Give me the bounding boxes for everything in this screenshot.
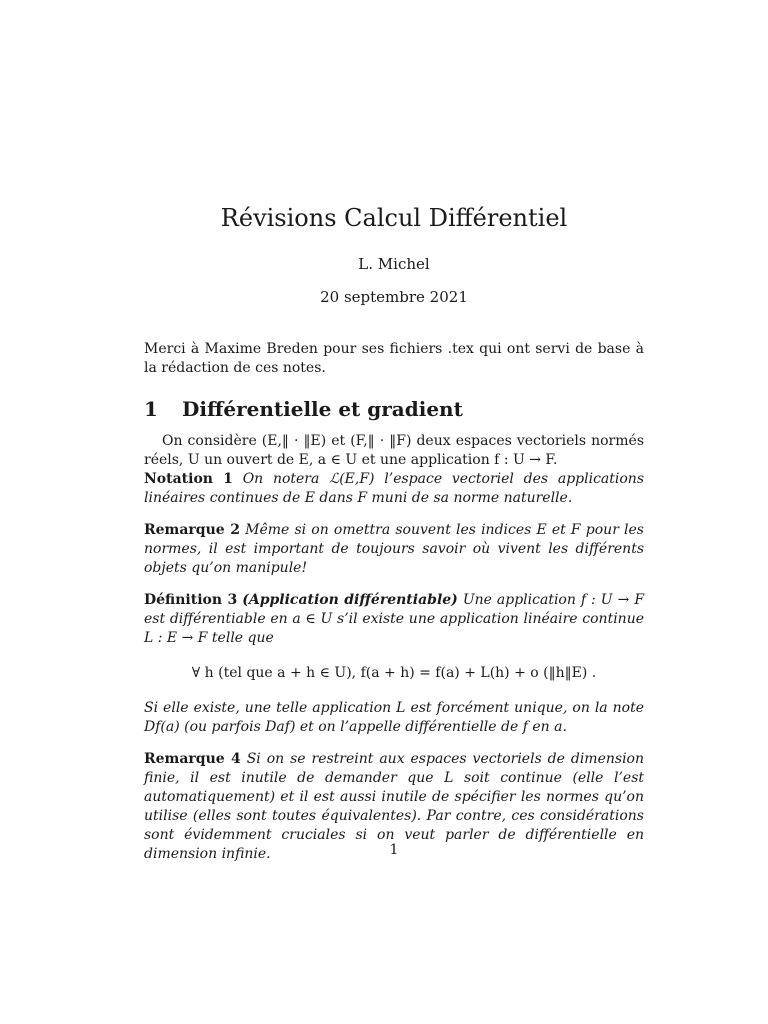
definition-3 [144, 591, 644, 737]
remarque-2-text: Même si on omettra souvent les indices E et F pour les normes, il est important de toujours savoir où vivent les différents objets qu’on manipule! [144, 522, 644, 576]
document-author: L. Michel [358, 255, 430, 273]
section-title: Différentielle et gradient [182, 397, 463, 421]
remarque-4-label: Remarque 4 [144, 751, 241, 767]
intro-paragraph: On considère (E,‖ · ‖E) et (F,‖ · ‖F) deux espaces vectoriels normés réels, U un ouvert de E, a ∈ U et une application f : U → F. [144, 433, 644, 468]
remarque-2 [144, 521, 644, 578]
definition-3-text: Une application f : U → F est différentiable en a ∈ U s’il existe une application linéaire continue L : E → F telle que [144, 592, 645, 646]
notation-1-text: On notera ℒ(E,F) l’espace vectoriel des applications linéaires continues de E dans F muni de sa norme naturelle. [144, 471, 644, 506]
document-date: 20 septembre 2021 [320, 288, 468, 306]
definition-3-heading: (Application différentiable) [242, 592, 458, 608]
notation-1 [144, 470, 644, 508]
definition-3-statement [144, 591, 644, 648]
acknowledgement: Merci à Maxime Breden pour ses fichiers .tex qui ont servi de base à la rédaction de ces notes. [144, 341, 644, 376]
document-title: Révisions Calcul Différentiel [220, 204, 568, 232]
section-heading [144, 396, 644, 422]
remarque-4-text: Si on se restreint aux espaces vectoriels de dimension finie, il est inutile de demander que L soit continue (elle l’est automatiquement) et il est aussi inutile de spécifier les normes qu’on utilise (elles sont toutes équivalentes). Par contre, ces considérations sont évidemment cruciales si on veut parler de différentielle en dimension infinie. [144, 751, 644, 862]
section-number: 1 [144, 397, 158, 421]
document-body [144, 340, 644, 877]
page-number: 1 [389, 842, 399, 858]
definition-3-after: Si elle existe, une telle application L est forcément unique, on la note Df(a) (ou parfois Daf) et on l’appelle différentielle de f en a. [144, 700, 644, 735]
notation-1-label: Notation 1 [144, 471, 233, 487]
definition-3-label: Définition 3 [144, 592, 238, 608]
definition-3-formula: ∀ h (tel que a + h ∈ U), f(a + h) = f(a) + L(h) + o (‖h‖E) . [191, 665, 597, 681]
remarque-2-label: Remarque 2 [144, 522, 240, 538]
